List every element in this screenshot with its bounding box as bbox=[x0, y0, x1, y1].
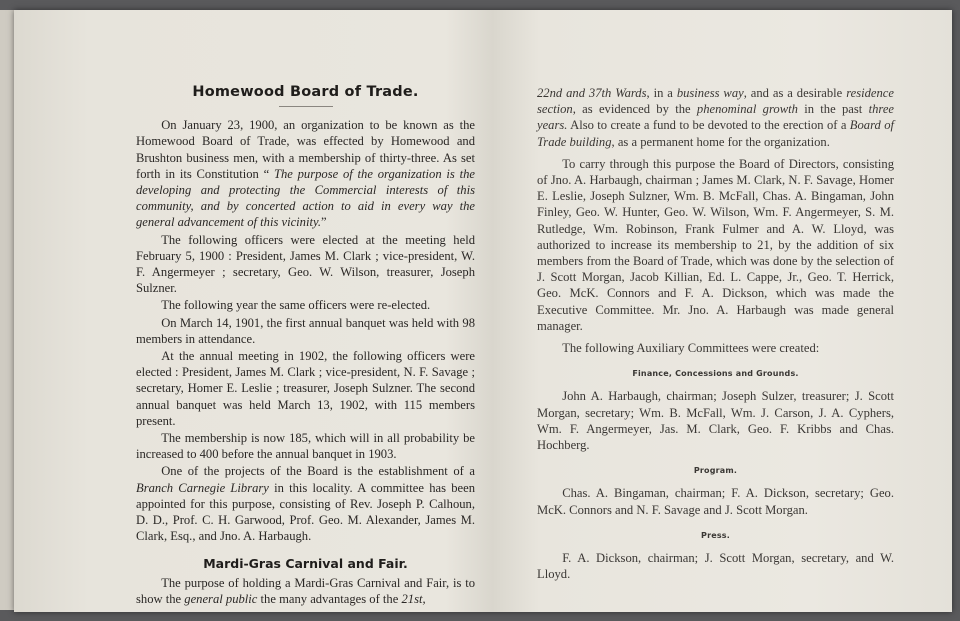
italic-text: 21st, bbox=[401, 591, 426, 606]
paragraph bbox=[136, 463, 475, 544]
paragraph bbox=[136, 430, 475, 462]
paragraph bbox=[136, 117, 475, 230]
text: The following year the same officers were re-elected. bbox=[161, 298, 431, 313]
italic-text: residence section bbox=[537, 86, 894, 117]
text: , and as a desirable bbox=[743, 86, 847, 100]
committees-list bbox=[537, 366, 894, 582]
text: On January 23, 1900, an organization to be known as the Homewood Board of Trade, was effected by Homewood and Brushton business men, with a membership of thirty-three. As set forth in its Constitution “ bbox=[136, 118, 475, 181]
text: To carry through this purpose the Board of Directors, consisting of Jno. A. Harbaugh, chairman ; James M. Clark, N. F. Savage, Homer E. Leslie, Joseph Sulzner, Wm. B. McFall, Chas. A. Bingaman, John Finley, Geo. W. Hunter, Geo. W. Wilson, Wm. F. Angermeyer, S. M. Rutledge, Wm. Robinson, Frank Fulmer and A. W. Lloyd, was authorized to increase its membership to 21, by the addition of six members from the Board of Trade, which was done by the selection of J. Scott Morgan, Jacob Killian, Ed. L. Cappe, Jr., Geo. T. Herrick, Geo. McK. Connors and F. A. Dickson, which was made the Executive Committee. Mr. Jno. A. Harbaugh was made general manager. bbox=[537, 156, 894, 333]
italic-text: general public bbox=[184, 591, 258, 606]
text: The following officers were elected at the meeting held February 5, 1900 : President, James M. Clark ; vice-president, W. F. Angermeyer ; secretary, Geo. W. Wilson, treasurer, Joseph Sulzner. bbox=[136, 232, 475, 296]
text: ” bbox=[321, 215, 327, 230]
committee-members: F. A. Dickson, chairman; J. Scott Morgan, secretary, and W. Lloyd. bbox=[537, 551, 894, 582]
title-divider bbox=[279, 106, 333, 107]
text: One of the projects of the Board is the establishment of a bbox=[161, 464, 475, 479]
paragraph bbox=[136, 348, 475, 429]
italic-text: three years. bbox=[537, 102, 895, 133]
italic-text: 22nd and 37th Wards bbox=[537, 86, 647, 100]
text: in the past bbox=[797, 102, 869, 117]
paragraph bbox=[537, 340, 894, 356]
committee-members: John A. Harbaugh, chairman; Joseph Sulzer, treasurer; J. Scott Morgan, secretary; Wm. B. McFall, Wm. J. Carson, J. A. Cyphers, Wm. F. Angermeyer, Jas. M. Clark, Geo. F. Kribbs and Chas. Hochberg. bbox=[537, 389, 894, 453]
right-paragraphs bbox=[537, 85, 894, 356]
text: The purpose of holding a Mardi-Gras Carnival and Fair, is to show the bbox=[136, 575, 475, 606]
mardi-gras-paragraphs bbox=[136, 575, 475, 607]
section-heading-mardi-gras: Mardi-Gras Carnival and Fair. bbox=[203, 556, 408, 572]
italic-text: Branch Carnegie Library bbox=[136, 480, 269, 495]
text: , as a permanent home for the organization. bbox=[611, 134, 830, 149]
committee-heading: Finance, Concessions and Grounds. bbox=[632, 369, 799, 379]
page-title: Homewood Board of Trade. bbox=[192, 84, 419, 100]
committee-heading: Program. bbox=[693, 466, 738, 476]
paragraph bbox=[136, 575, 475, 607]
text: , as evidenced by the bbox=[572, 102, 697, 117]
text: At the annual meeting in 1902, the following officers were elected : President, James M. Clark ; vice-president, N. F. Savage ; secretary, Homer E. Leslie ; treasurer, Joseph Sulzner. The second annual banquet was held March 13, 1902, with 115 members present. bbox=[136, 349, 475, 428]
committee-members: Chas. A. Bingaman, chairman; F. A. Dickson, secretary; Geo. McK. Connors and N. F. Savage and J. Scott Morgan. bbox=[537, 486, 894, 517]
italic-text: Board of Trade building bbox=[537, 118, 894, 149]
paragraph bbox=[136, 232, 475, 297]
text: in this locality. A committee has been appointed for this purpose, consisting of Rev. Joseph P. Calhoun, D. D., Prof. C. H. Garwood, Prof. Geo. M. Alexander, James M. Clark, Esq., and Jno. A. Harbaugh. bbox=[136, 480, 475, 544]
italic-text: phenominal growth bbox=[696, 102, 798, 117]
paragraph bbox=[136, 315, 475, 347]
text: Also to create a fund to be devoted to the erection of a bbox=[567, 118, 850, 133]
right-page-column bbox=[537, 85, 894, 588]
italic-text: business way bbox=[676, 86, 744, 100]
italic-text: The purpose of the organization is the developing and protecting the Commercial interests of this community, and by concerted action to aid in every way the general advancement of this vicinity. bbox=[136, 166, 475, 230]
text: The membership is now 185, which will in all probability be increased to 400 before the annual banquet in 1903. bbox=[136, 431, 475, 462]
text: On March 14, 1901, the first annual banquet was held with 98 members in attendance. bbox=[136, 315, 475, 346]
paragraph bbox=[136, 297, 475, 313]
text: the many advantages of the bbox=[257, 591, 402, 606]
committee-heading: Press. bbox=[701, 530, 730, 540]
text: The following Auxiliary Committees were created: bbox=[562, 341, 820, 356]
left-page-column bbox=[136, 84, 475, 608]
left-paragraphs bbox=[136, 117, 475, 544]
text: , in a bbox=[646, 86, 677, 100]
paragraph bbox=[537, 85, 894, 150]
paragraph bbox=[537, 156, 894, 334]
